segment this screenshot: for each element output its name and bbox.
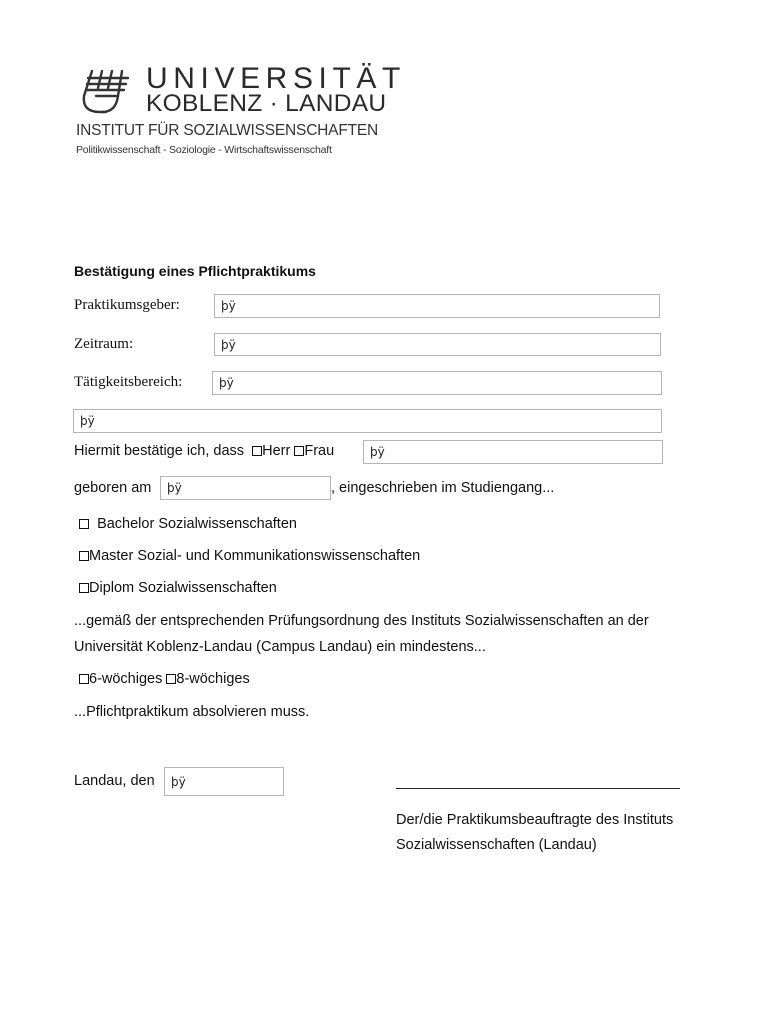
- geboren-am-label: geboren am: [74, 480, 152, 496]
- signature-line: [396, 788, 680, 789]
- duration-options: [79, 671, 250, 687]
- eight-weeks-label: 8-wöchiges: [176, 671, 250, 687]
- option-diplom[interactable]: [79, 580, 277, 596]
- bachelor-checkbox[interactable]: [79, 519, 89, 529]
- option-bachelor[interactable]: [79, 516, 297, 532]
- hiermit-text: Hiermit bestätige ich, dass: [74, 443, 245, 459]
- praktikumsgeber-field[interactable]: þÿ: [214, 294, 660, 318]
- eingeschrieben-text: , eingeschrieben im Studiengang...: [331, 480, 555, 496]
- master-label: Master Sozial- und Kommunikationswissenschaften: [89, 548, 421, 564]
- taetigkeit-details-field[interactable]: þÿ: [73, 409, 662, 433]
- diplom-label: Diplom Sozialwissenschaften: [89, 580, 277, 596]
- six-weeks-checkbox[interactable]: [79, 674, 89, 684]
- landau-den-label: Landau, den: [74, 773, 155, 789]
- name-field[interactable]: þÿ: [363, 440, 663, 464]
- university-seal-icon: [78, 68, 134, 116]
- geburtsdatum-field[interactable]: þÿ: [160, 476, 331, 500]
- datum-field[interactable]: þÿ: [164, 767, 284, 796]
- frau-checkbox[interactable]: [294, 446, 304, 456]
- taetigkeitsbereich-label: Tätigkeitsbereich:: [74, 374, 183, 390]
- praktikumsgeber-label: Praktikumsgeber:: [74, 297, 180, 313]
- herr-label: Herr: [262, 443, 291, 459]
- institute-name: INSTITUT FÜR SOZIALWISSENSCHAFTEN: [76, 122, 378, 139]
- master-checkbox[interactable]: [79, 551, 89, 561]
- departments-line: Politikwissenschaft - Soziologie - Wirtschaftswissenschaft: [76, 144, 332, 156]
- zeitraum-label: Zeitraum:: [74, 336, 134, 352]
- signature-label-line1: Der/die Praktikumsbeauftragte des Instituts: [396, 812, 674, 828]
- diplom-checkbox[interactable]: [79, 583, 89, 593]
- herr-checkbox[interactable]: [252, 446, 262, 456]
- eight-weeks-checkbox[interactable]: [166, 674, 176, 684]
- taetigkeitsbereich-field[interactable]: þÿ: [212, 371, 662, 395]
- gemaess-line2: Universität Koblenz-Landau (Campus Landau) ein mindestens...: [74, 639, 486, 655]
- frau-label: Frau: [304, 443, 335, 459]
- signature-label-line2: Sozialwissenschaften (Landau): [396, 837, 597, 853]
- university-name-line2: KOBLENZ · LANDAU: [146, 90, 387, 117]
- form-title: Bestätigung eines Pflichtpraktikums: [74, 263, 316, 279]
- university-name-line1: UNIVERSITÄT: [146, 62, 406, 95]
- bachelor-label: Bachelor Sozialwissenschaften: [97, 516, 297, 532]
- six-weeks-label: 6-wöchiges: [89, 671, 163, 687]
- zeitraum-field[interactable]: þÿ: [214, 333, 661, 356]
- option-master[interactable]: [79, 548, 420, 564]
- absolvieren-text: ...Pflichtpraktikum absolvieren muss.: [74, 704, 310, 720]
- gemaess-line1: ...gemäß der entsprechenden Prüfungsordnung des Instituts Sozialwissenschaften an der: [74, 613, 649, 629]
- hiermit-row: [74, 443, 334, 459]
